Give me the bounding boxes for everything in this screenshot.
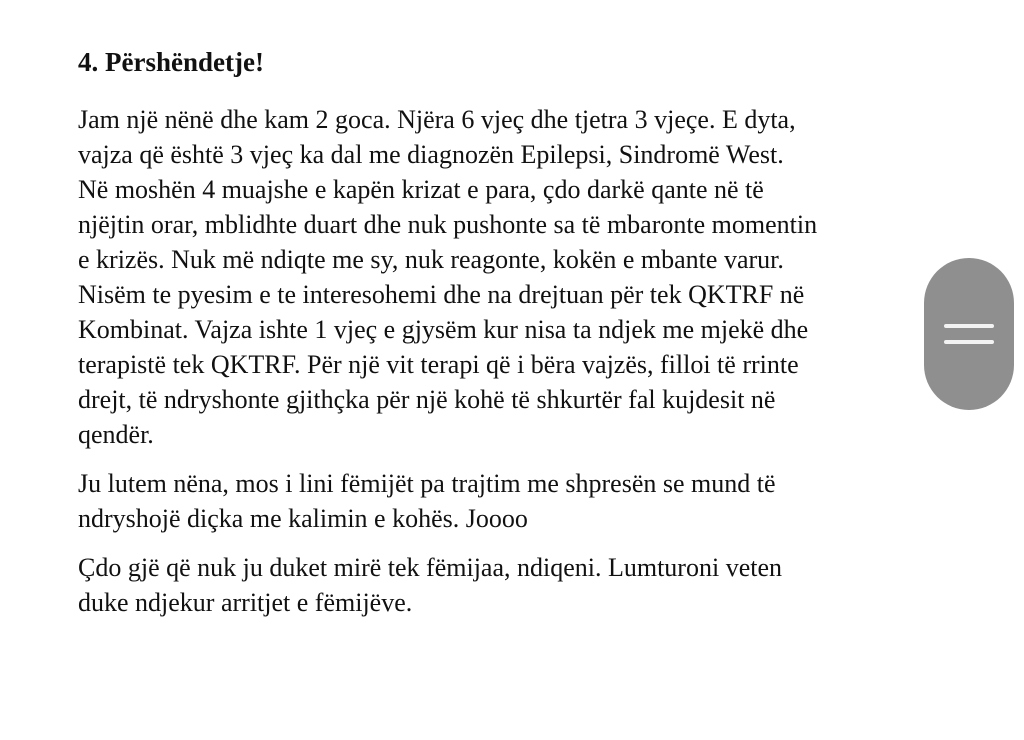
scroll-handle[interactable] [924, 258, 1014, 410]
drag-handle-icon-line [944, 340, 994, 344]
section-heading: 4. Përshëndetje! [78, 47, 264, 77]
paragraph-story: Jam një nënë dhe kam 2 goca. Njëra 6 vjeç dhe tjetra 3 vjeçe. E dyta, vajza që është 3 vjeç ka dal me diagnozën Epilepsi, Sindromë West. Në moshën 4 muajshe e kapën krizat e para, çdo darkë qante në të njëjtin orar, mblidhte duart dhe nuk pushonte sa të mbaronte momentin e krizës. Nuk më ndiqte me sy, nuk reagonte, kokën e mbante varur. Nisëm te pyesim e te interesohemi dhe na drejtuan për tek QKTRF në Kombinat. Vajza ishte 1 vjeç e gjysëm kur nisa ta ndjek me mjekë dhe terapistë tek QKTRF. Për një vit terapi që i bëra vajzës, filloi të rrinte drejt, të ndryshonte gjithçka për një kohë të shkurtër fal kujdesit në qendër. [78, 105, 818, 449]
document-page [78, 44, 950, 634]
drag-handle-icon [944, 324, 994, 328]
paragraph-appeal: Ju lutem nëna, mos i lini fëmijët pa trajtim me shpresën se mund të ndryshojë diçka me kalimin e kohës. Joooo [78, 469, 776, 533]
paragraph-advice: Çdo gjë që nuk ju duket mirë tek fëmijaa, ndiqeni. Lumturoni veten duke ndjekur arritjet e fëmijëve. [78, 553, 782, 617]
